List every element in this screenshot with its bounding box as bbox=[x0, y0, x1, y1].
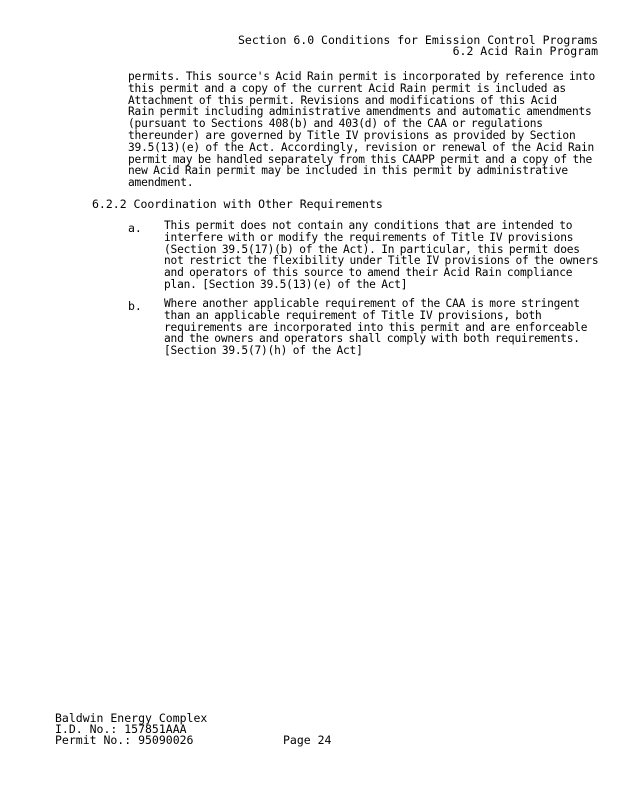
footer-facility: Baldwin Energy Complex bbox=[55, 711, 208, 725]
section-title: 6.2.2 Coordination with Other Requirements bbox=[92, 197, 383, 211]
footer-page-number: Page 24 bbox=[283, 733, 332, 747]
header-line-subsection: 6.2 Acid Rain Program bbox=[452, 44, 598, 58]
item-b-text: Where another applicable requirement of the CAA is more stringent than an applicable requirement of Title IV provisions, both requirements are incorporated into this permit and are enforceable and the owners and operators shall comply with both requirements. [Section 39.5(7)(h) of the Act] bbox=[164, 297, 588, 358]
item-a-text: This permit does not contain any conditions that are intended to interfere with or modify the requirements of Title IV provisions (Section 39.5(17)(b) of the Act). In particular, this permit does not restrict the flexibility under Title IV provisions of the owners and operators of this source to amend their Acid Rain compliance plan. [Section 39.5(13)(e) of the Act] bbox=[164, 219, 599, 291]
header-line-section: Section 6.0 Conditions for Emission Control Programs bbox=[237, 33, 598, 47]
intro-paragraph: permits. This source's Acid Rain permit is incorporated by reference into this permit and a copy of the current Acid Rain permit is included as Attachment of this permit. Revisions and modifications of this Acid Rain permit including administrative amendments and automatic amendments (pursuant to Sections 408(b) and 403(d) of the CAA or regulations thereunder) are governed by Title IV provisions as provided by Section 39.5(13)(e) of the Act. Accordingly, revision or renewal of the Acid Rain permit may be handled separately from this CAAPP permit and a copy of the new Acid Rain permit may be included in this permit by administrative amendment. bbox=[128, 70, 596, 190]
footer-id-no: I.D. No.: 157851AAA bbox=[55, 722, 187, 736]
item-a-label: a. bbox=[128, 221, 142, 235]
item-b-label: b. bbox=[128, 299, 142, 313]
footer-permit-no: Permit No.: 95090026 bbox=[55, 733, 194, 747]
